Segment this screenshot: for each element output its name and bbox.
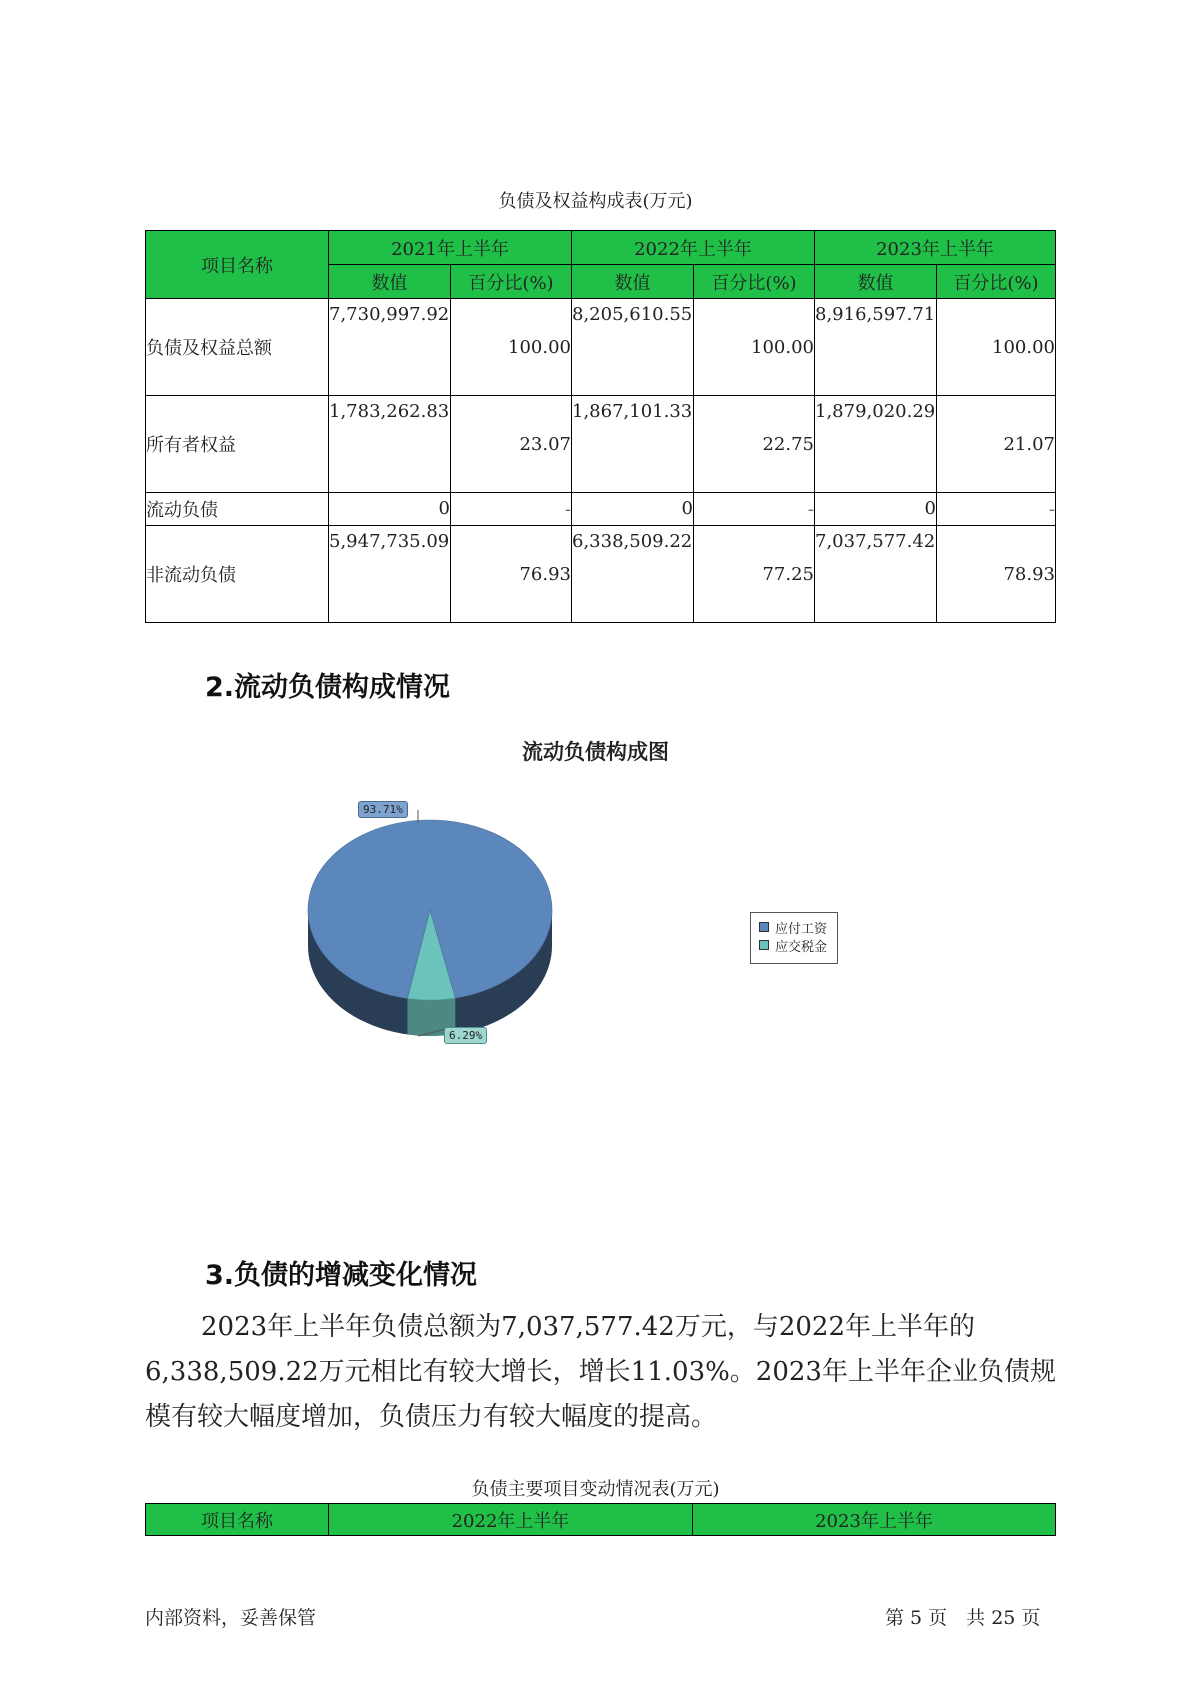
value-cell: 7,730,997.92	[329, 299, 451, 396]
row-name: 负债及权益总额	[146, 299, 329, 396]
pct-cell: 76.93	[451, 526, 572, 623]
value-cell: 1,783,262.83	[329, 396, 451, 493]
value-cell: 8,916,597.71	[815, 299, 937, 396]
legend-item	[751, 918, 837, 936]
analysis-paragraph: 2023年上半年负债总额为7,037,577.42万元，与2022年上半年的6,338,509.22万元相比有较大增长，增长11.03%。2023年上半年企业负债规模有较大幅度增加，负债压力有较大幅度的提高。	[145, 1312, 1056, 1432]
table-row	[146, 526, 1056, 623]
table2-caption: 负债主要项目变动情况表(万元)	[471, 1479, 720, 1500]
chart-legend	[750, 912, 838, 964]
subheader-pct: 百分比(%)	[937, 265, 1056, 299]
section3-heading: 3.负债的增减变化情况	[205, 1260, 478, 1291]
legend-item	[751, 936, 837, 954]
value-cell: 6,338,509.22	[572, 526, 694, 623]
liability-change-table	[145, 1503, 1056, 1536]
value-cell: 7,037,577.42	[815, 526, 937, 623]
page-number: 第 5 页 共 25 页	[885, 1607, 1041, 1629]
pct-cell: 23.07	[451, 396, 572, 493]
pct-cell: 100.00	[451, 299, 572, 396]
row-name: 非流动负债	[146, 526, 329, 623]
pct-cell: -	[937, 493, 1056, 526]
value-cell: 8,205,610.55	[572, 299, 694, 396]
chart-title: 流动负债构成图	[522, 740, 669, 764]
value-cell: 1,879,020.29	[815, 396, 937, 493]
legend-label: 应交税金	[775, 939, 828, 955]
value-cell: 1,867,101.33	[572, 396, 694, 493]
table-row	[146, 396, 1056, 493]
value-cell: 0	[329, 493, 451, 526]
subheader-pct: 百分比(%)	[451, 265, 572, 299]
legend-swatch	[759, 922, 769, 932]
table1-caption: 负债及权益构成表(万元)	[498, 191, 693, 212]
header-period-2023: 2023年上半年	[693, 1504, 1056, 1536]
value-cell: 0	[815, 493, 937, 526]
pct-cell: -	[694, 493, 815, 526]
pie-label-0: 93.71%	[358, 801, 408, 818]
subheader-value: 数值	[572, 265, 694, 299]
pct-cell: 100.00	[694, 299, 815, 396]
header-item-name: 项目名称	[146, 231, 329, 299]
footer-note: 内部资料，妥善保管	[145, 1607, 317, 1629]
pct-cell: 22.75	[694, 396, 815, 493]
equity-composition-table	[145, 230, 1056, 623]
pct-cell: 100.00	[937, 299, 1056, 396]
subheader-value: 数值	[815, 265, 937, 299]
subheader-pct: 百分比(%)	[694, 265, 815, 299]
header-period-2022: 2022年上半年	[572, 231, 815, 265]
header-period-2023: 2023年上半年	[815, 231, 1056, 265]
pct-cell: 77.25	[694, 526, 815, 623]
value-cell: 5,947,735.09	[329, 526, 451, 623]
subheader-value: 数值	[329, 265, 451, 299]
pct-cell: 21.07	[937, 396, 1056, 493]
pct-cell: 78.93	[937, 526, 1056, 623]
header-item-name: 项目名称	[146, 1504, 329, 1536]
pie-chart	[290, 790, 580, 1050]
row-name: 流动负债	[146, 493, 329, 526]
table-row	[146, 493, 1056, 526]
row-name: 所有者权益	[146, 396, 329, 493]
legend-label: 应付工资	[775, 921, 828, 937]
header-period-2021: 2021年上半年	[329, 231, 572, 265]
table-row	[146, 299, 1056, 396]
value-cell: 0	[572, 493, 694, 526]
legend-swatch	[759, 940, 769, 950]
section2-heading: 2.流动负债构成情况	[205, 672, 451, 703]
pct-cell: -	[451, 493, 572, 526]
header-period-2022: 2022年上半年	[329, 1504, 693, 1536]
pie-label-1: 6.29%	[444, 1027, 487, 1044]
